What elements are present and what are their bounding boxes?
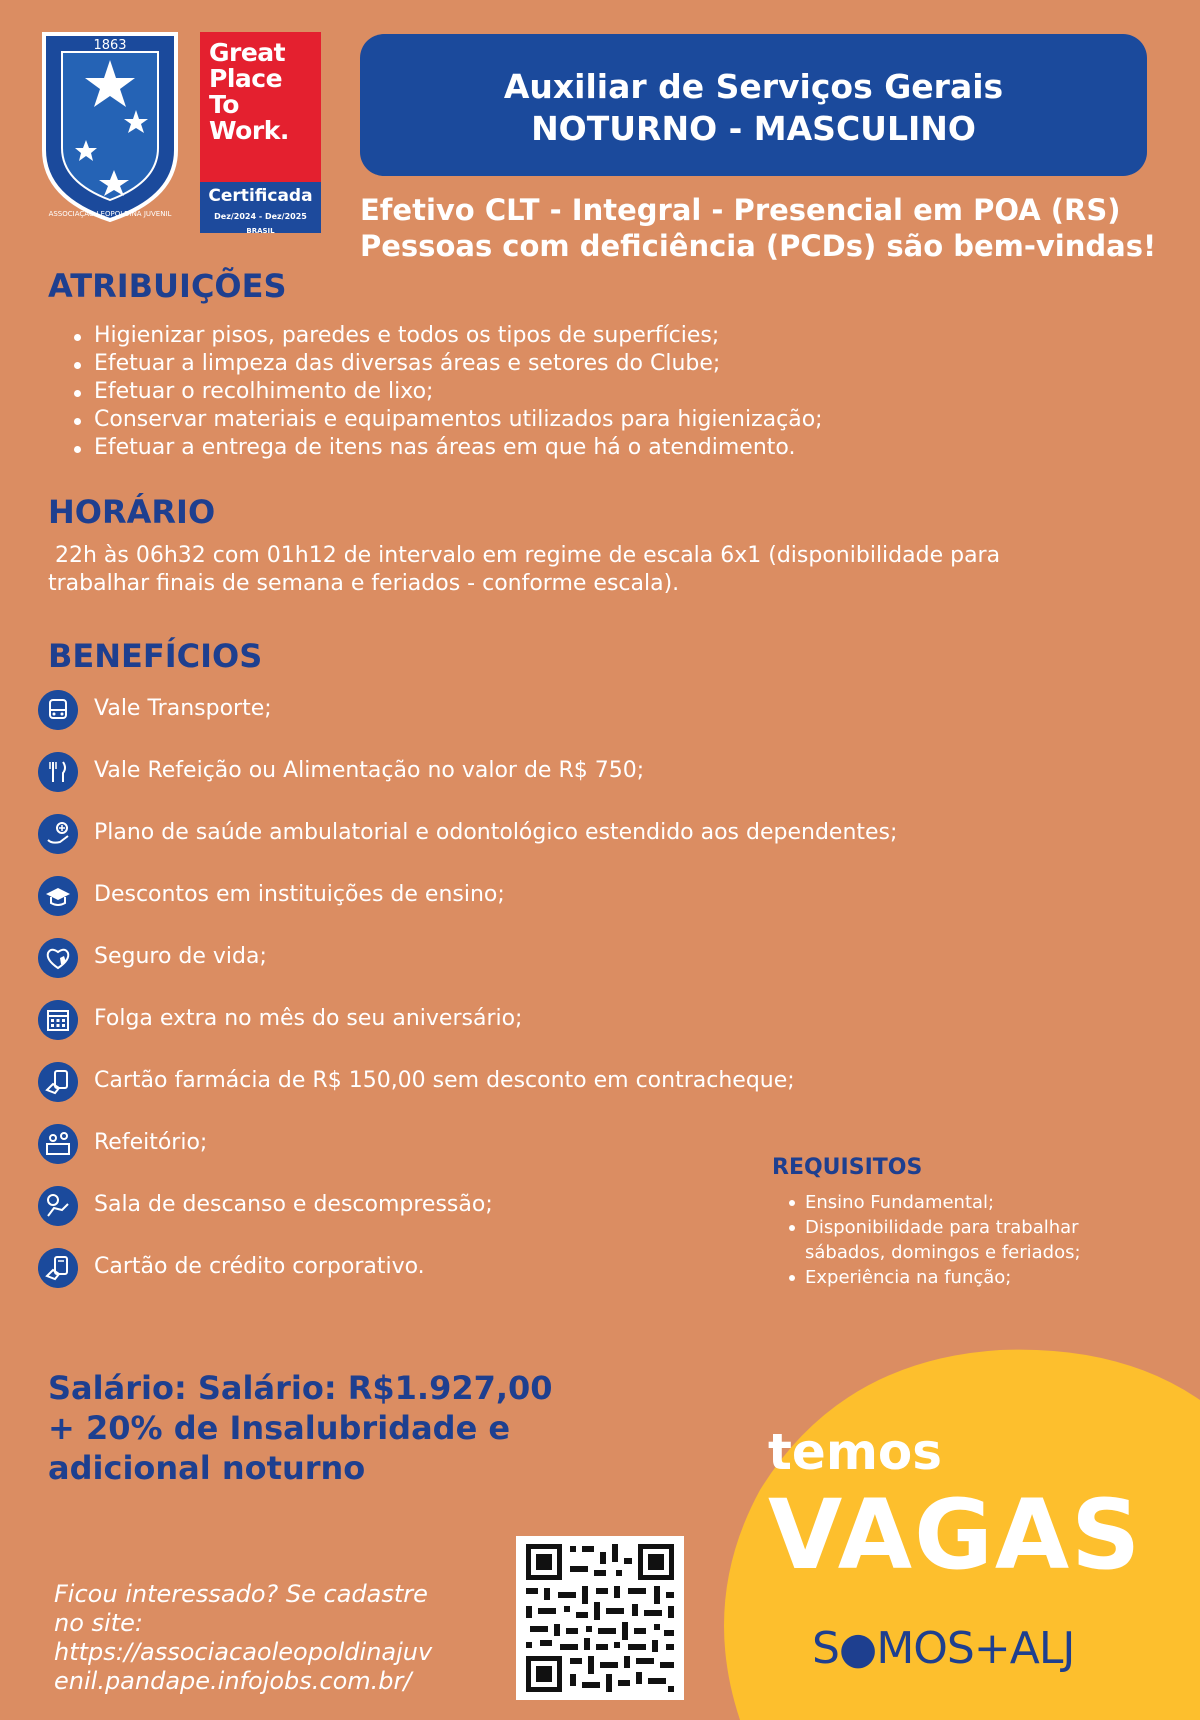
gptw-country: BRASIL [246,227,275,235]
benefit-label: Plano de saúde ambulatorial e odontológico estendido aos dependentes; [94,820,898,845]
gptw-period: Dez/2024 - Dez/2025 [214,212,307,221]
gptw-line2: Place [209,64,283,93]
bus-icon [38,690,78,730]
salary-line2: + 20% de Insalubridade e [48,1409,511,1447]
horario-line2: trabalhar finais de semana e feriados - conforme escala). [48,571,680,596]
benefit-item [38,938,1038,982]
list-item: Conservar materiais e equipamentos utilizados para higienização; [94,406,1048,434]
benefit-item [38,876,1038,920]
gptw-cert-band [200,182,321,233]
benefit-label: Vale Refeição ou Alimentação no valor de R$ 750; [94,758,645,783]
beneficios-heading: BENEFÍCIOS [48,637,263,675]
promo-vagas: VAGAS [768,1479,1143,1591]
gptw-certified: Certificada [208,186,313,206]
health-icon [38,814,78,854]
logo-arc-text: ASSOCIAÇÃO LEOPOLDINA JUVENIL [48,210,172,218]
cutlery-icon [38,752,78,792]
cta-text [54,1580,474,1696]
somos-alj-logo: S●MOS+ALJ [812,1623,1075,1674]
salary-line3: adicional noturno [48,1449,366,1487]
atribuicoes-heading: ATRIBUIÇÕES [48,267,287,305]
alarm-rest-icon [38,1186,78,1226]
list-item: Experiência na função; [805,1265,1162,1290]
gptw-badge [200,32,321,233]
benefit-label: Sala de descanso e descompressão; [94,1192,493,1217]
benefit-item [38,1062,1038,1106]
subtitle-line1: Efetivo CLT - Integral - Presencial em POA (RS) [360,193,1121,227]
gptw-line3: To [209,90,239,119]
cta-line1: Ficou interessado? Se cadastre [54,1580,428,1608]
card-hand-icon [38,1062,78,1102]
benefit-label: Cartão farmácia de R$ 150,00 sem desconto em contracheque; [94,1068,795,1093]
benefit-label: Descontos em instituições de ensino; [94,882,505,907]
atribuicoes-list-wrap [48,322,1048,462]
atribuicoes-list [48,322,1048,462]
benefit-item [38,1000,1038,1044]
salary-line1: Salário: Salário: R$1.927,00 [48,1369,553,1407]
logo-year: 1863 [93,38,127,53]
gptw-line1: Great [209,38,286,67]
promo-temos: temos [768,1423,943,1481]
list-item: Disponibilidade para trabalhar sábados, domingos e feriados; [805,1215,1162,1265]
salary-block [48,1368,608,1488]
job-title-box [360,34,1147,176]
gptw-line4: Work. [209,116,289,145]
horario-heading: HORÁRIO [48,493,216,531]
benefit-item [38,814,1038,858]
list-item: Efetuar a limpeza das diversas áreas e setores do Clube; [94,350,1048,378]
requisitos-list [772,1190,1162,1290]
benefit-item [38,752,1038,796]
benefit-label: Vale Transporte; [94,696,272,721]
list-item: Efetuar a entrega de itens nas áreas em que há o atendimento. [94,434,1048,462]
benefit-label: Cartão de crédito corporativo. [94,1254,425,1279]
graduation-cap-icon [38,876,78,916]
benefit-label: Folga extra no mês do seu aniversário; [94,1006,523,1031]
heart-shield-icon [38,938,78,978]
requisitos-heading: REQUISITOS [772,1155,923,1180]
cta-url-line1[interactable]: https://associacaoleopoldinajuv [54,1638,433,1666]
benefit-item [38,690,1038,734]
benefit-label: Seguro de vida; [94,944,267,969]
credit-card-hand-icon [38,1248,78,1288]
qr-code[interactable] [516,1536,684,1700]
cta-line2: no site: [54,1609,143,1637]
cafeteria-icon [38,1124,78,1164]
benefit-label: Refeitório; [94,1130,208,1155]
alj-crest-logo [40,30,180,222]
list-item: Higienizar pisos, paredes e todos os tipos de superfícies; [94,322,1048,350]
job-title-line2: NOTURNO - MASCULINO [531,109,976,148]
subtitle-line2: Pessoas com deficiência (PCDs) são bem-vindas! [360,229,1157,263]
requisitos-section [772,1154,1162,1290]
calendar-icon [38,1000,78,1040]
list-item: Efetuar o recolhimento de lixo; [94,378,1048,406]
list-item: Ensino Fundamental; [805,1190,1162,1215]
job-title-line1: Auxiliar de Serviços Gerais [503,67,1004,106]
cta-url-line2[interactable]: enil.pandape.infojobs.com.br/ [54,1667,412,1695]
horario-line1: 22h às 06h32 com 01h12 de intervalo em regime de escala 6x1 (disponibilidade para [48,543,1001,568]
